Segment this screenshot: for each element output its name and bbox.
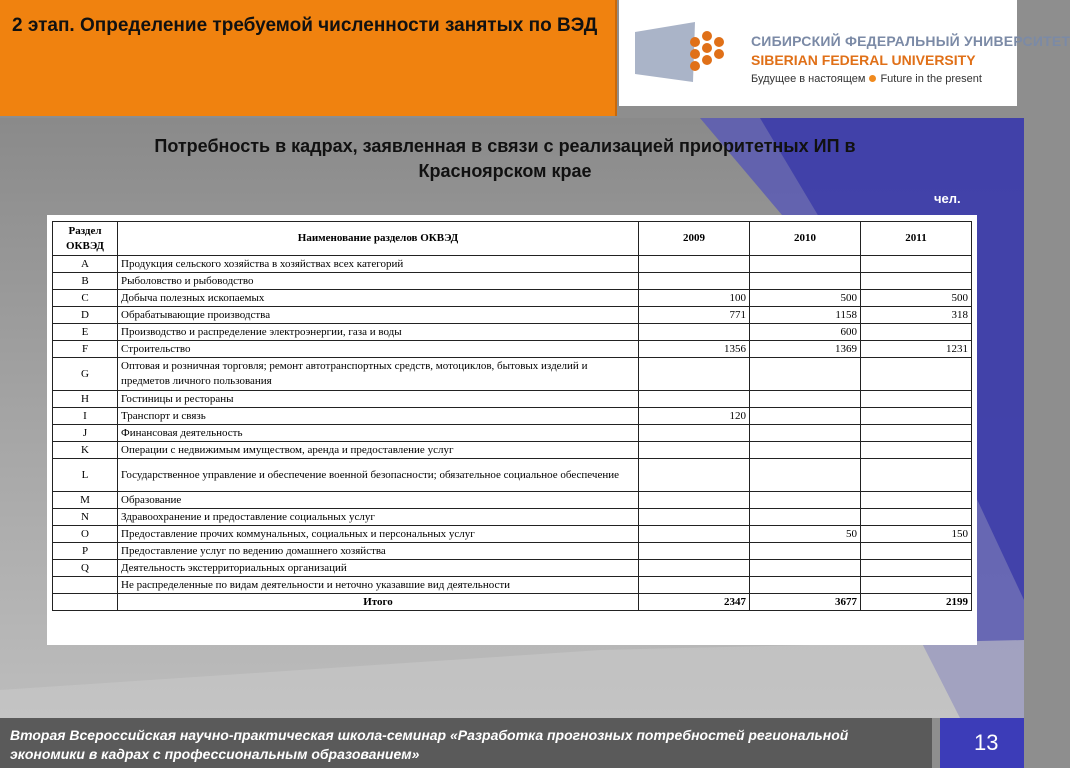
cell-2009 (639, 273, 750, 290)
cell-name: Оптовая и розничная торговля; ремонт автотранспортных средств, мотоциклов, бытовых изделий и предметов личного пользования (118, 358, 639, 391)
table-row (53, 526, 972, 543)
sfu-logo-icon (635, 22, 739, 82)
cell-2009 (639, 391, 750, 408)
page-number: 13 (974, 730, 999, 755)
cell-2009 (639, 560, 750, 577)
table-row (53, 408, 972, 425)
cell-2011 (861, 324, 972, 341)
cell-2011 (861, 358, 972, 391)
footer-bar (0, 718, 932, 768)
cell-name: Предоставление прочих коммунальных, социальных и персональных услуг (118, 526, 639, 543)
total-2010: 3677 (750, 594, 861, 611)
header-2011: 2011 (861, 222, 972, 256)
table-row (53, 509, 972, 526)
cell-2011 (861, 391, 972, 408)
cell-2010 (750, 543, 861, 560)
cell-2009: 120 (639, 408, 750, 425)
table-row (53, 256, 972, 273)
cell-2010 (750, 560, 861, 577)
table-row (53, 543, 972, 560)
cell-2010: 1369 (750, 341, 861, 358)
cell-code: Q (53, 560, 118, 577)
cell-2010 (750, 442, 861, 459)
unit-label: чел. (934, 191, 961, 206)
cell-code: P (53, 543, 118, 560)
tagline-en: Future in the present (880, 73, 982, 85)
cell-name: Образование (118, 492, 639, 509)
cell-2009 (639, 543, 750, 560)
cell-2011 (861, 442, 972, 459)
cell-2011: 500 (861, 290, 972, 307)
cell-2009 (639, 459, 750, 492)
cell-code: D (53, 307, 118, 324)
cell-2011 (861, 577, 972, 594)
cell-name: Обрабатывающие производства (118, 307, 639, 324)
cell-code: J (53, 425, 118, 442)
cell-2010 (750, 358, 861, 391)
cell-2009 (639, 442, 750, 459)
logo-tagline (751, 73, 982, 85)
table-row (53, 273, 972, 290)
table-total-row (53, 594, 972, 611)
cell-code: F (53, 341, 118, 358)
table-row (53, 459, 972, 492)
cell-2010: 1158 (750, 307, 861, 324)
cell-name: Не распределенные по видам деятельности и неточно указавшие вид деятельности (118, 577, 639, 594)
logo-name-ru: СИБИРСКИЙ ФЕДЕРАЛЬНЫЙ УНИВЕРСИТЕТ (751, 33, 1070, 49)
cell-2011: 150 (861, 526, 972, 543)
cell-2010 (750, 425, 861, 442)
header-banner (0, 0, 617, 116)
cell-2010 (750, 391, 861, 408)
cell-name: Здравоохранение и предоставление социальных услуг (118, 509, 639, 526)
cell-2010 (750, 256, 861, 273)
cell-2011 (861, 543, 972, 560)
cell-code: G (53, 358, 118, 391)
table-row (53, 560, 972, 577)
cell-2011 (861, 492, 972, 509)
cell-2010: 600 (750, 324, 861, 341)
table-row (53, 425, 972, 442)
cell-code: N (53, 509, 118, 526)
bullet-dot-icon (869, 75, 876, 82)
cell-2009 (639, 526, 750, 543)
cell-2010 (750, 509, 861, 526)
cell-code: O (53, 526, 118, 543)
total-2009: 2347 (639, 594, 750, 611)
header-2010: 2010 (750, 222, 861, 256)
tagline-ru: Будущее в настоящем (751, 73, 866, 85)
cell-2011: 318 (861, 307, 972, 324)
cell-2011 (861, 459, 972, 492)
table-row (53, 324, 972, 341)
table-caption: Потребность в кадрах, заявленная в связи с реализацией приоритетных ИП в Красноярском крае (154, 136, 856, 181)
page-number-box (940, 718, 1024, 768)
cell-2009: 100 (639, 290, 750, 307)
cell-name: Рыболовство и рыбоводство (118, 273, 639, 290)
cell-code: E (53, 324, 118, 341)
table-row (53, 341, 972, 358)
cell-2010 (750, 273, 861, 290)
cell-name: Деятельность экстерриториальных организаций (118, 560, 639, 577)
cell-2009 (639, 577, 750, 594)
table-row (53, 442, 972, 459)
total-code (53, 594, 118, 611)
cell-code: M (53, 492, 118, 509)
cell-2010: 500 (750, 290, 861, 307)
table-header-row (53, 222, 972, 256)
logo-name-en: SIBERIAN FEDERAL UNIVERSITY (751, 52, 976, 68)
cell-name: Добыча полезных ископаемых (118, 290, 639, 307)
header-2009: 2009 (639, 222, 750, 256)
cell-2009: 771 (639, 307, 750, 324)
university-logo (619, 0, 1070, 106)
staffing-needs-table (52, 221, 972, 611)
cell-code: H (53, 391, 118, 408)
cell-2009 (639, 358, 750, 391)
total-label: Итого (118, 594, 639, 611)
table-container (47, 215, 977, 645)
cell-code (53, 577, 118, 594)
cell-2009 (639, 492, 750, 509)
cell-2011 (861, 560, 972, 577)
cell-2010 (750, 459, 861, 492)
total-2011: 2199 (861, 594, 972, 611)
cell-2010 (750, 408, 861, 425)
cell-name: Транспорт и связь (118, 408, 639, 425)
cell-2009 (639, 509, 750, 526)
header-name: Наименование разделов ОКВЭД (118, 222, 639, 256)
table-row (53, 358, 972, 391)
table-row (53, 492, 972, 509)
cell-2011 (861, 256, 972, 273)
page-title: 2 этап. Определение требуемой численности занятых по ВЭД (12, 15, 598, 36)
cell-2010: 50 (750, 526, 861, 543)
cell-code: A (53, 256, 118, 273)
cell-name: Производство и распределение электроэнергии, газа и воды (118, 324, 639, 341)
footer-text: Вторая Всероссийская научно-практическая школа-семинар «Разработка прогнозных потребностей региональной экономики в кадрах с профессиональным образованием» (10, 727, 849, 762)
cell-2009 (639, 425, 750, 442)
table-row (53, 577, 972, 594)
cell-2010 (750, 492, 861, 509)
cell-name: Государственное управление и обеспечение военной безопасности; обязательное социальное обеспечение (118, 459, 639, 492)
cell-2011 (861, 425, 972, 442)
cell-code: L (53, 459, 118, 492)
cell-name: Строительство (118, 341, 639, 358)
cell-code: K (53, 442, 118, 459)
cell-code: C (53, 290, 118, 307)
cell-2009: 1356 (639, 341, 750, 358)
header-code: Раздел ОКВЭД (53, 222, 118, 256)
table-row (53, 307, 972, 324)
cell-name: Финансовая деятельность (118, 425, 639, 442)
table-row (53, 290, 972, 307)
cell-2009 (639, 324, 750, 341)
cell-2011 (861, 273, 972, 290)
cell-code: B (53, 273, 118, 290)
cell-2010 (750, 577, 861, 594)
cell-name: Продукция сельского хозяйства в хозяйствах всех категорий (118, 256, 639, 273)
cell-2009 (639, 256, 750, 273)
cell-2011 (861, 509, 972, 526)
cell-2011: 1231 (861, 341, 972, 358)
cell-name: Операции с недвижимым имуществом, аренда и предоставление услуг (118, 442, 639, 459)
cell-name: Гостиницы и рестораны (118, 391, 639, 408)
cell-code: I (53, 408, 118, 425)
cell-2011 (861, 408, 972, 425)
cell-name: Предоставление услуг по ведению домашнего хозяйства (118, 543, 639, 560)
table-row (53, 391, 972, 408)
